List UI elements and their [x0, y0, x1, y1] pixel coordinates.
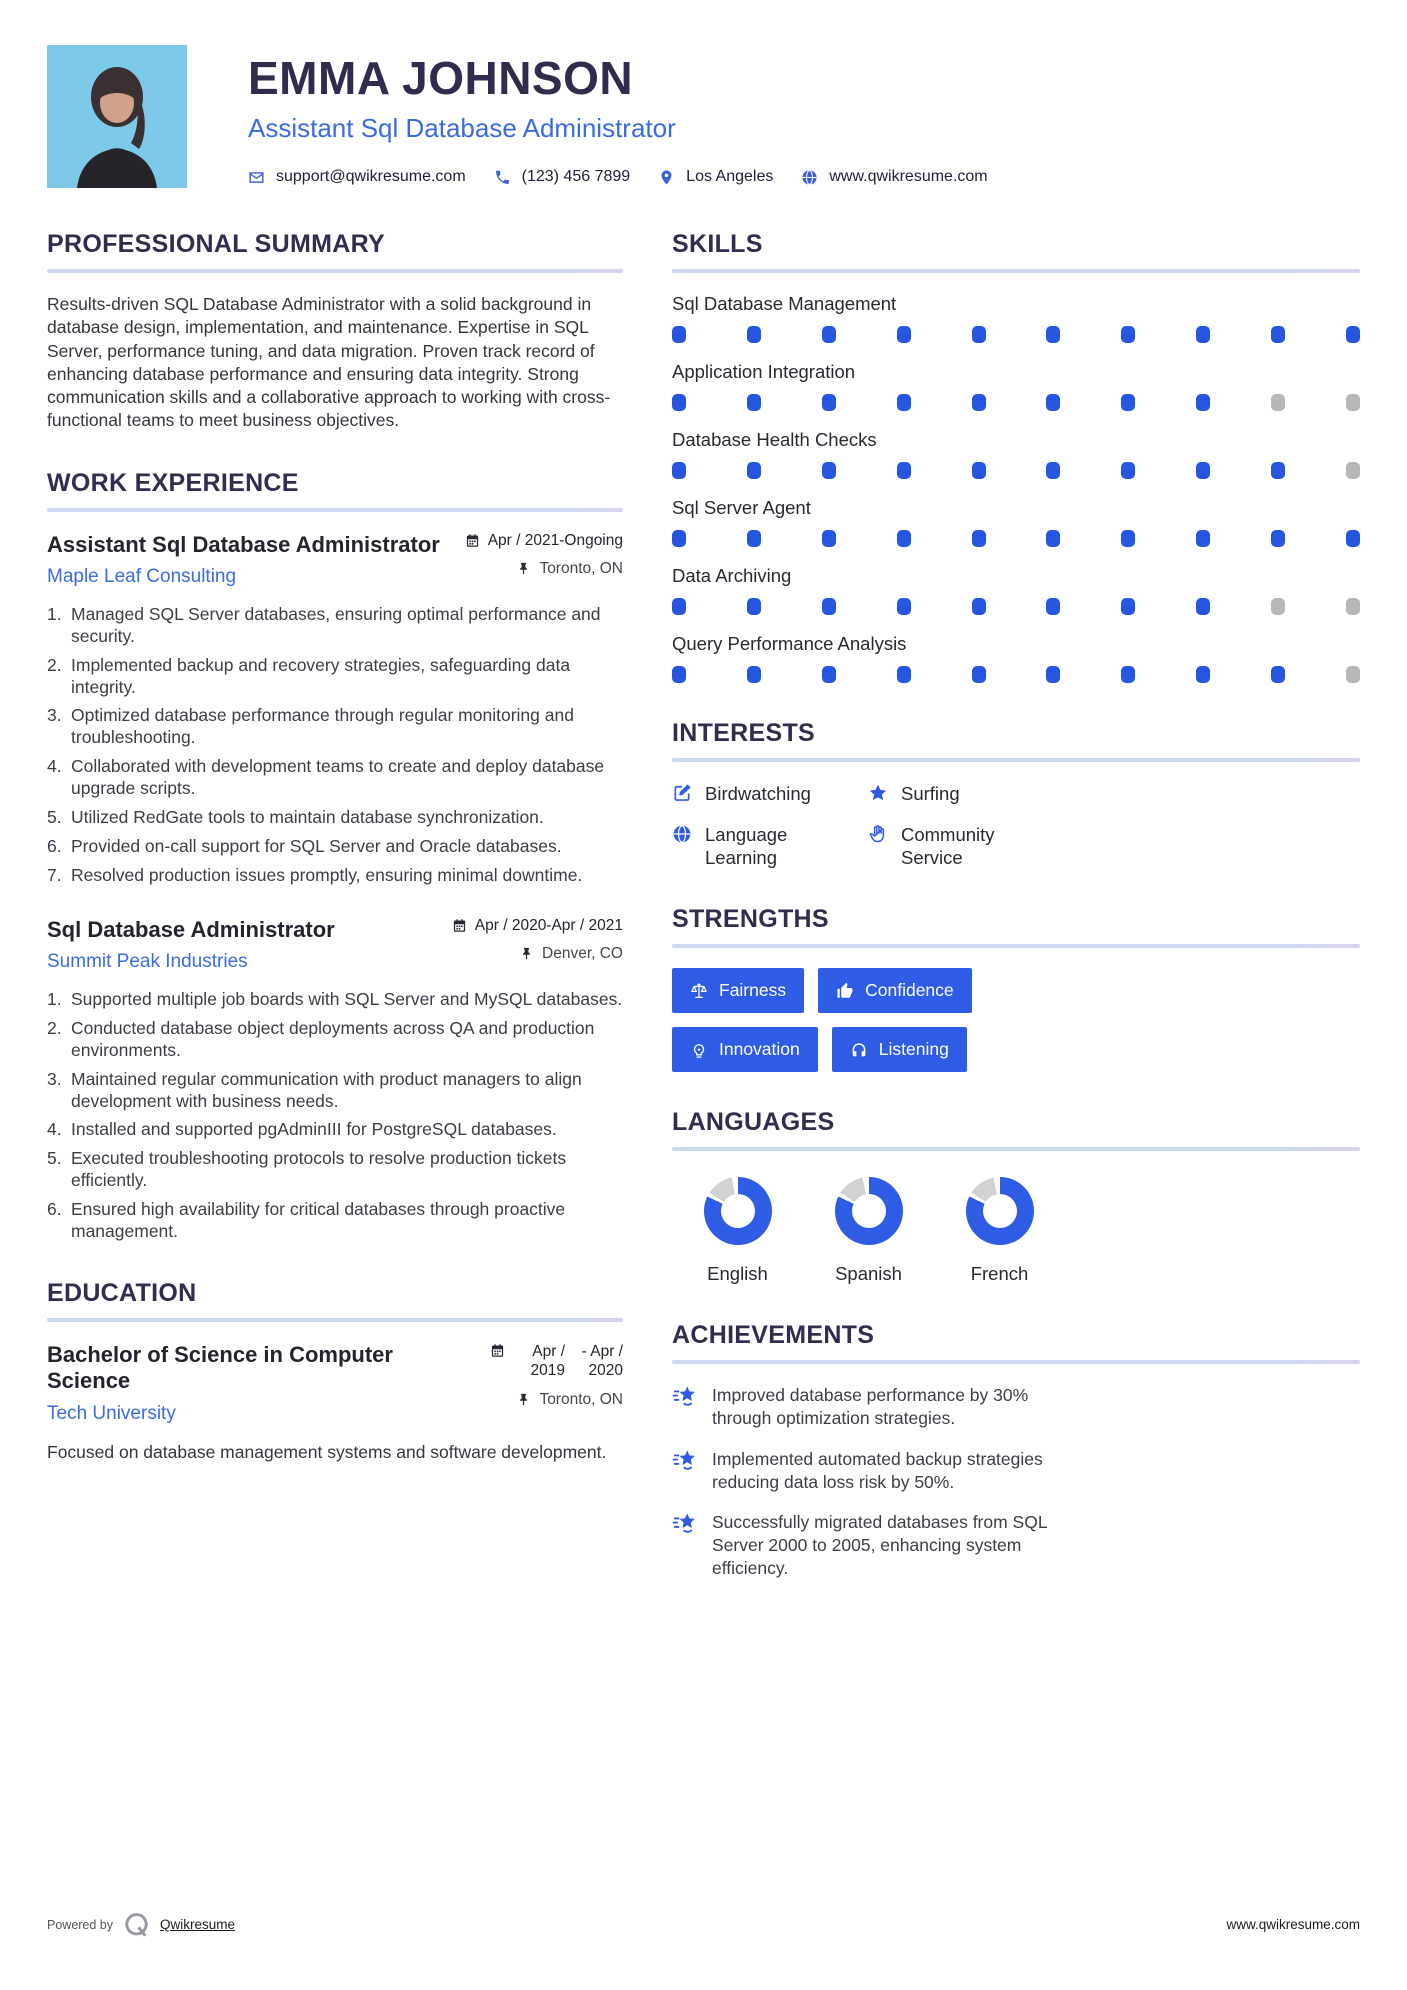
job-bullet: Resolved production issues promptly, ensuring minimal downtime.	[71, 864, 583, 885]
skill-dot-filled	[1121, 462, 1135, 479]
job-location-row	[465, 560, 623, 578]
achievement-text: Successfully migrated databases from SQL Server 2000 to 2005, enhancing system efficiency.	[712, 1512, 1047, 1578]
achievement-item	[672, 1448, 1360, 1494]
job-title-company	[47, 917, 335, 973]
skill-dot-filled	[747, 462, 761, 479]
section-divider	[47, 1318, 623, 1322]
skill-dot-filled	[972, 598, 986, 615]
job-bullet: Executed troubleshooting protocols to resolve production tickets efficiently.	[71, 1148, 567, 1191]
skill-dot-filled	[897, 598, 911, 615]
interest-item	[672, 823, 868, 869]
skill-dot-filled	[1196, 530, 1210, 547]
contact-email-text: support@qwikresume.com	[276, 168, 466, 185]
strength-badge-listening	[832, 1027, 967, 1072]
section-achievements	[672, 1321, 1360, 1579]
skill-level-dots	[672, 462, 1360, 479]
skill-name: Data Archiving	[672, 565, 792, 586]
qwikresume-link[interactable]: Qwikresume	[160, 1917, 236, 1932]
skill-name: Database Health Checks	[672, 429, 877, 450]
skill-name: Sql Database Management	[672, 293, 897, 314]
skill-dot-empty	[1346, 394, 1360, 411]
job-bullet: Maintained regular communication with product managers to align development with business needs.	[71, 1068, 582, 1111]
skill-dot-filled	[1046, 530, 1060, 547]
skill-dot-filled	[747, 394, 761, 411]
job-location: Toronto, ON	[539, 559, 623, 577]
skill-item	[672, 497, 1360, 547]
job-location: Denver, CO	[542, 944, 623, 962]
skill-dot-filled	[1271, 326, 1285, 343]
pushpin-icon	[516, 1392, 531, 1407]
globe-icon	[801, 169, 818, 186]
skill-dot-filled	[1121, 394, 1135, 411]
job-bullet: Supported multiple job boards with SQL Server and MySQL databases.	[71, 989, 623, 1009]
interests-heading: INTERESTS	[672, 719, 815, 747]
education-heading: EDUCATION	[47, 1278, 197, 1307]
language-item	[672, 1171, 803, 1285]
shooting-star-icon	[672, 1510, 699, 1579]
skill-dot-filled	[1046, 462, 1060, 479]
shooting-star-icon	[672, 1447, 699, 1494]
job-bullet: Ensured high availability for critical databases through proactive management.	[71, 1199, 566, 1241]
skill-dot-filled	[897, 326, 911, 343]
skill-dot-filled	[1121, 598, 1135, 615]
skill-dot-filled	[747, 530, 761, 547]
calendar-icon	[490, 1343, 505, 1358]
candidate-title: Assistant Sql Database Administrator	[248, 113, 676, 143]
skill-dot-empty	[1346, 666, 1360, 683]
summary-heading: PROFESSIONAL SUMMARY	[47, 230, 385, 258]
contact-website[interactable]	[801, 168, 987, 186]
skill-dot-filled	[747, 598, 761, 615]
skills-heading: SKILLS	[672, 230, 763, 258]
language-name: Spanish	[835, 1263, 902, 1285]
job-bullet: Managed SQL Server databases, ensuring optimal performance and security.	[71, 603, 601, 646]
skill-dot-filled	[1121, 326, 1135, 343]
job-meta	[465, 532, 623, 578]
job-date: Apr / 2020-Apr / 2021	[474, 916, 623, 934]
summary-text: Results-driven SQL Database Administrator with a solid background in database design, implementation, and maintenance. Expertise in SQL Server, performance tuning, and data migration. Proven track record of enhancing database performance and ensuring data integrity. Strong communication skills and a collaborative approach to working with cross-functional teams to meet business objectives.	[47, 294, 611, 431]
section-languages	[672, 1108, 1360, 1285]
achievement-text: Implemented automated backup strategies reducing data loss risk by 50%.	[712, 1448, 1043, 1492]
skill-dot-filled	[822, 598, 836, 615]
skill-item	[672, 565, 1360, 615]
languages-row	[672, 1171, 1360, 1285]
skill-dot-filled	[972, 326, 986, 343]
strength-label: Listening	[878, 1039, 949, 1060]
skill-dot-filled	[822, 666, 836, 683]
skill-dot-filled	[1346, 530, 1360, 547]
language-item	[934, 1171, 1065, 1285]
job-meta	[452, 917, 623, 963]
pencil-icon	[672, 783, 692, 803]
skill-dot-filled	[1271, 462, 1285, 479]
skill-dot-filled	[1046, 326, 1060, 343]
powered-by-label: Powered by	[47, 1917, 114, 1932]
job-entry	[47, 917, 623, 1243]
strength-label: Confidence	[865, 980, 954, 1001]
job-header	[47, 917, 623, 973]
skill-dot-filled	[822, 394, 836, 411]
job-bullet: Provided on-call support for SQL Server and Oracle databases.	[71, 835, 562, 856]
skill-level-dots	[672, 394, 1360, 411]
skill-item	[672, 361, 1360, 411]
interest-label: Surfing	[901, 783, 960, 804]
skill-dot-filled	[1121, 530, 1135, 547]
contact-location	[658, 168, 773, 186]
star-icon	[868, 783, 888, 803]
education-date-row	[490, 1342, 623, 1381]
skill-dot-empty	[1346, 462, 1360, 479]
skill-dot-filled	[1046, 666, 1060, 683]
work-experience-heading: WORK EXPERIENCE	[47, 468, 299, 497]
skill-dot-filled	[972, 462, 986, 479]
language-name: English	[707, 1263, 768, 1285]
job-location-row	[452, 945, 623, 963]
skill-level-dots	[672, 598, 1360, 615]
job-bullet: Optimized database performance through regular monitoring and troubleshooting.	[71, 705, 574, 748]
lightbulb-icon	[690, 1041, 708, 1059]
job-date: Apr / 2021-Ongoing	[487, 531, 623, 549]
candidate-name: EMMA JOHNSON	[248, 52, 634, 104]
skill-dot-filled	[1196, 394, 1210, 411]
job-bullet: Collaborated with development teams to create and deploy database upgrade scripts.	[71, 756, 605, 799]
page-footer	[47, 1911, 1360, 1938]
hand-icon	[868, 824, 888, 844]
strength-label: Fairness	[719, 980, 787, 1001]
section-divider	[672, 758, 1360, 762]
company-link[interactable]: Maple Leaf Consulting	[47, 565, 237, 587]
section-strengths	[672, 905, 1360, 1072]
skill-dot-filled	[1046, 394, 1060, 411]
skill-dot-filled	[1196, 666, 1210, 683]
skill-dot-filled	[972, 666, 986, 683]
right-column	[672, 230, 1360, 1616]
skill-dot-filled	[897, 666, 911, 683]
skill-dot-filled	[897, 394, 911, 411]
skill-dot-filled	[672, 394, 686, 411]
achievement-item	[672, 1511, 1360, 1579]
language-donut-chart	[966, 1177, 1034, 1245]
language-donut-chart	[704, 1177, 772, 1245]
skill-dot-filled	[672, 530, 686, 547]
headphones-icon	[850, 1041, 868, 1059]
contact-location-text: Los Angeles	[686, 168, 774, 185]
strengths-heading: STRENGTHS	[672, 905, 829, 934]
skill-dot-filled	[897, 530, 911, 547]
contact-phone-text: (123) 456 7899	[521, 168, 631, 185]
company-link[interactable]: Summit Peak Industries	[47, 951, 248, 972]
skill-dot-filled	[1196, 598, 1210, 615]
skill-dot-filled	[897, 462, 911, 479]
interest-label: Community Service	[901, 824, 995, 869]
education-header	[47, 1342, 623, 1425]
skill-dot-filled	[672, 326, 686, 343]
skill-item	[672, 633, 1360, 683]
skill-dot-filled	[822, 530, 836, 547]
skill-level-dots	[672, 326, 1360, 343]
skill-dot-filled	[1271, 530, 1285, 547]
calendar-icon	[452, 918, 467, 933]
location-pin-icon	[658, 169, 675, 186]
achievements-heading: ACHIEVEMENTS	[672, 1321, 875, 1350]
section-divider	[672, 1147, 1360, 1151]
phone-icon	[494, 169, 511, 186]
strength-badge-fairness	[672, 968, 804, 1013]
job-date-row	[465, 532, 623, 550]
skill-item	[672, 293, 1360, 343]
skill-dot-filled	[747, 666, 761, 683]
skill-dot-filled	[747, 326, 761, 343]
interest-label: Language Learning	[705, 824, 788, 869]
pushpin-icon	[516, 561, 531, 576]
contact-website-text: www.qwikresume.com	[829, 168, 988, 185]
skill-dot-filled	[972, 530, 986, 547]
school-link[interactable]: Tech University	[47, 1402, 176, 1424]
section-education	[47, 1279, 623, 1464]
resume-header	[47, 45, 1360, 188]
envelope-icon	[248, 169, 265, 186]
skill-dot-filled	[1271, 666, 1285, 683]
job-title: Sql Database Administrator	[47, 916, 335, 942]
skill-dot-filled	[1121, 666, 1135, 683]
section-skills	[672, 230, 1360, 683]
qwikresume-logo-icon	[123, 1911, 150, 1938]
education-degree-school	[47, 1342, 467, 1425]
job-bullet: Conducted database object deployments across QA and production environments.	[71, 1017, 595, 1060]
contact-row	[248, 168, 988, 186]
job-bullet: Installed and supported pgAdminIII for PostgreSQL databases.	[71, 1119, 557, 1140]
language-item	[803, 1171, 934, 1285]
skill-name: Application Integration	[672, 361, 856, 382]
skill-dot-empty	[1271, 598, 1285, 615]
section-divider	[672, 269, 1360, 273]
job-bullet-list	[47, 989, 623, 1243]
languages-heading: LANGUAGES	[672, 1108, 835, 1137]
job-entry	[47, 532, 623, 887]
education-date: Apr / 2019 - Apr / 2020	[530, 1342, 623, 1380]
section-divider	[672, 1360, 1360, 1364]
language-donut-chart	[835, 1177, 903, 1245]
skill-dot-filled	[672, 462, 686, 479]
calendar-icon	[465, 533, 480, 548]
skill-dot-empty	[1346, 598, 1360, 615]
skill-name: Query Performance Analysis	[672, 633, 907, 654]
job-title: Assistant Sql Database Administrator	[47, 531, 440, 557]
section-divider	[47, 269, 623, 273]
footer-website: www.qwikresume.com	[1226, 1917, 1360, 1932]
interest-item	[868, 823, 1360, 869]
job-bullet-list	[47, 604, 623, 887]
contact-email[interactable]	[248, 168, 466, 186]
education-description: Focused on database management systems and software development.	[47, 1441, 607, 1462]
section-professional-summary	[47, 230, 623, 433]
section-divider	[47, 508, 623, 512]
skill-dot-filled	[972, 394, 986, 411]
job-bullet: Implemented backup and recovery strategies, safeguarding data integrity.	[71, 654, 571, 697]
job-bullet: Utilized RedGate tools to maintain database synchronization.	[71, 806, 544, 827]
strengths-grid	[672, 968, 1092, 1072]
skill-item	[672, 429, 1360, 479]
thumbs-up-icon	[836, 982, 854, 1000]
skill-dot-filled	[822, 462, 836, 479]
two-column-body	[47, 230, 1360, 1616]
education-location-row	[490, 1391, 623, 1409]
scales-icon	[690, 982, 708, 1000]
skill-name: Sql Server Agent	[672, 497, 811, 518]
achievement-item	[672, 1384, 1360, 1430]
skill-dot-filled	[672, 598, 686, 615]
interest-item	[868, 782, 1360, 805]
strength-label: Innovation	[719, 1039, 800, 1060]
globe-icon	[672, 824, 692, 844]
profile-photo-placeholder	[47, 45, 187, 188]
pushpin-icon	[519, 946, 534, 961]
shooting-star-icon	[672, 1383, 699, 1430]
contact-phone[interactable]	[494, 168, 631, 186]
strength-badge-innovation	[672, 1027, 818, 1072]
skill-dot-filled	[1346, 326, 1360, 343]
section-interests	[672, 719, 1360, 869]
interests-grid	[672, 782, 1360, 869]
header-text	[248, 45, 988, 186]
skill-level-dots	[672, 530, 1360, 547]
language-name: French	[970, 1263, 1029, 1285]
skill-dot-filled	[822, 326, 836, 343]
skill-dot-filled	[1196, 462, 1210, 479]
job-title-company	[47, 532, 440, 588]
education-meta	[490, 1342, 623, 1409]
skill-dot-filled	[1196, 326, 1210, 343]
section-work-experience	[47, 469, 623, 1243]
degree-title: Bachelor of Science in Computer Science	[47, 1341, 393, 1394]
skill-dot-filled	[1046, 598, 1060, 615]
profile-photo	[47, 45, 187, 188]
section-divider	[672, 944, 1360, 948]
achievement-text: Improved database performance by 30% through optimization strategies.	[712, 1385, 1029, 1429]
skill-dot-filled	[672, 666, 686, 683]
interest-item	[672, 782, 868, 805]
education-location: Toronto, ON	[539, 1390, 623, 1408]
skill-level-dots	[672, 666, 1360, 683]
interest-label: Birdwatching	[705, 783, 811, 804]
job-header	[47, 532, 623, 588]
job-date-row	[452, 917, 623, 935]
strength-badge-confidence	[818, 968, 972, 1013]
skill-dot-empty	[1271, 394, 1285, 411]
left-column	[47, 230, 623, 1616]
footer-branding	[47, 1911, 235, 1938]
